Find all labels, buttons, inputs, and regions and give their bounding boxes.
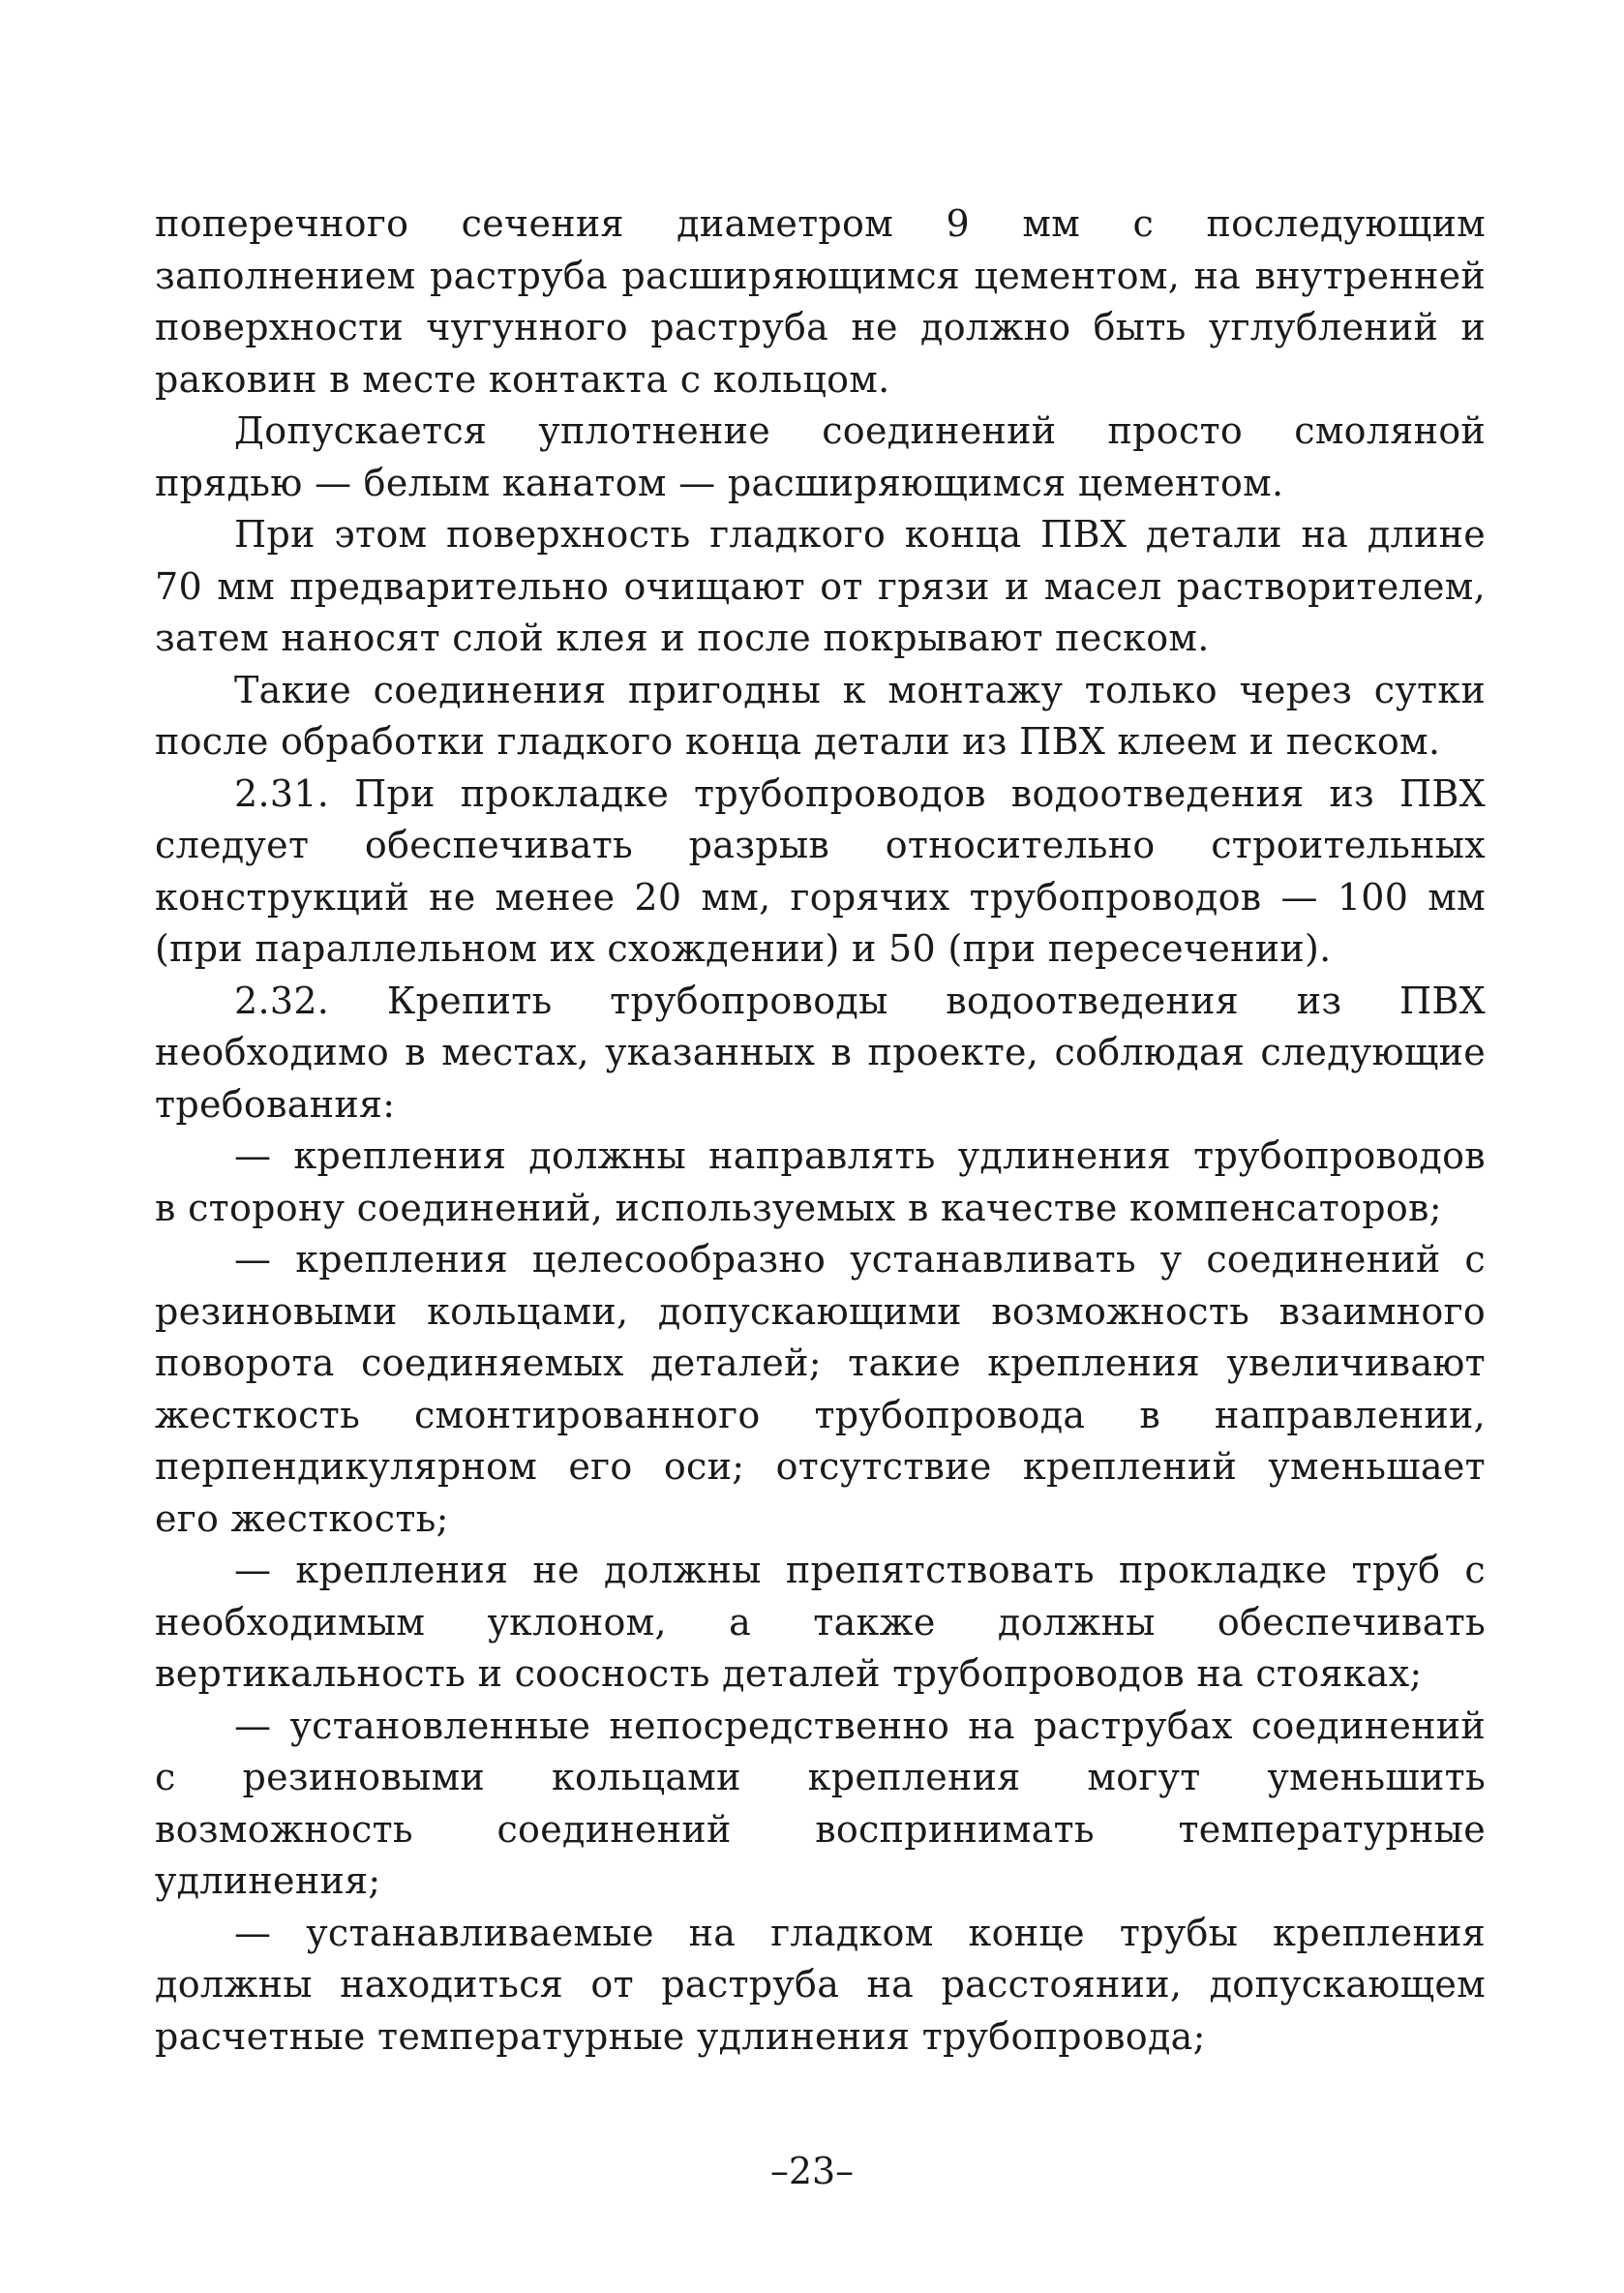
text-line: — крепления целесообразно устанавливать у соединений с	[234, 1238, 1486, 1281]
paragraph	[155, 509, 1486, 665]
text-line: конструкций не менее 20 мм, горячих трубопроводов — 100 мм	[155, 875, 1486, 919]
text-line: 70 мм предварительно очищают от грязи и масел растворителем,	[155, 564, 1486, 608]
text-line: 2.31. При прокладке трубопроводов водоотведения из ПВХ	[234, 771, 1486, 815]
list-item	[155, 1701, 1486, 1908]
list-item	[155, 1908, 1486, 2064]
paragraph	[155, 665, 1486, 769]
text-line: поперечного сечения диаметром 9 мм с последующим	[155, 202, 1486, 245]
paragraph	[155, 198, 1486, 406]
text-line: резиновыми кольцами, допускающими возможность взаимного	[155, 1289, 1486, 1333]
text-line: — крепления не должны препятствовать прокладке труб с	[234, 1549, 1486, 1591]
text-line: вертикальность и соосность деталей трубопроводов на стояках;	[155, 1652, 1423, 1695]
text-line: расчетные температурные удлинения трубопровода;	[155, 2014, 1206, 2058]
list-item	[155, 1545, 1486, 1701]
text-line: перпендикулярном его оси; отсутствие креплений уменьшает	[155, 1445, 1486, 1488]
text-line: поворота соединяемых деталей; такие крепления увеличивают	[155, 1342, 1486, 1384]
text-line: необходимым уклоном, а также должны обеспечивать	[155, 1600, 1486, 1644]
text-line: должны находиться от раструба на расстоянии, допускающем	[155, 1963, 1486, 2006]
text-line: — крепления должны направлять удлинения трубопроводов	[234, 1134, 1486, 1177]
text-line: 2.32. Крепить трубопроводы водоотведения из ПВХ	[234, 979, 1486, 1022]
text-line: удлинения;	[155, 1859, 381, 1902]
text-line: заполнением раструба расширяющимся цементом, на внутренней	[155, 254, 1486, 297]
page-number: –23–	[769, 2150, 855, 2192]
text-line: Такие соединения пригодны к монтажу только через сутки	[234, 668, 1486, 711]
document-page	[155, 198, 1486, 2063]
text-line: после обработки гладкого конца детали из ПВХ клеем и песком.	[155, 720, 1441, 763]
text-line: следует обеспечивать разрыв относительно строительных	[155, 824, 1486, 866]
text-line: его жесткость;	[155, 1496, 449, 1540]
list-item	[155, 1131, 1486, 1234]
text-line: требования:	[155, 1082, 396, 1126]
text-line: возможность соединений воспринимать температурные	[155, 1807, 1486, 1851]
text-line: затем наносят слой клея и после покрывают песком.	[155, 617, 1210, 659]
text-line: При этом поверхность гладкого конца ПВХ детали на длине	[234, 513, 1486, 556]
text-line: прядью — белым канатом — расширяющимся цементом.	[155, 461, 1284, 504]
paragraph-section-2-32	[155, 976, 1486, 1131]
text-line: с резиновыми кольцами крепления могут уменьшить	[155, 1756, 1486, 1798]
text-line: — устанавливаемые на гладком конце трубы крепления	[234, 1911, 1486, 1954]
text-line: раковин в месте контакта с кольцом.	[155, 357, 890, 401]
paragraph	[155, 406, 1486, 509]
text-line: (при параллельном их схождении) и 50 (при пересечении).	[155, 927, 1332, 970]
text-line: поверхности чугунного раструба не должно быть углублений и	[155, 306, 1486, 348]
text-line: — установленные непосредственно на раструбах соединений	[234, 1704, 1486, 1747]
list-item	[155, 1234, 1486, 1545]
text-line: Допускается уплотнение соединений просто смоляной	[234, 409, 1486, 452]
text-line: жесткость смонтированного трубопровода в направлении,	[155, 1393, 1486, 1436]
paragraph-section-2-31	[155, 769, 1486, 976]
text-line: в сторону соединений, используемых в качестве компенсаторов;	[155, 1186, 1442, 1229]
text-line: необходимо в местах, указанных в проекте, соблюдая следующие	[155, 1031, 1486, 1073]
